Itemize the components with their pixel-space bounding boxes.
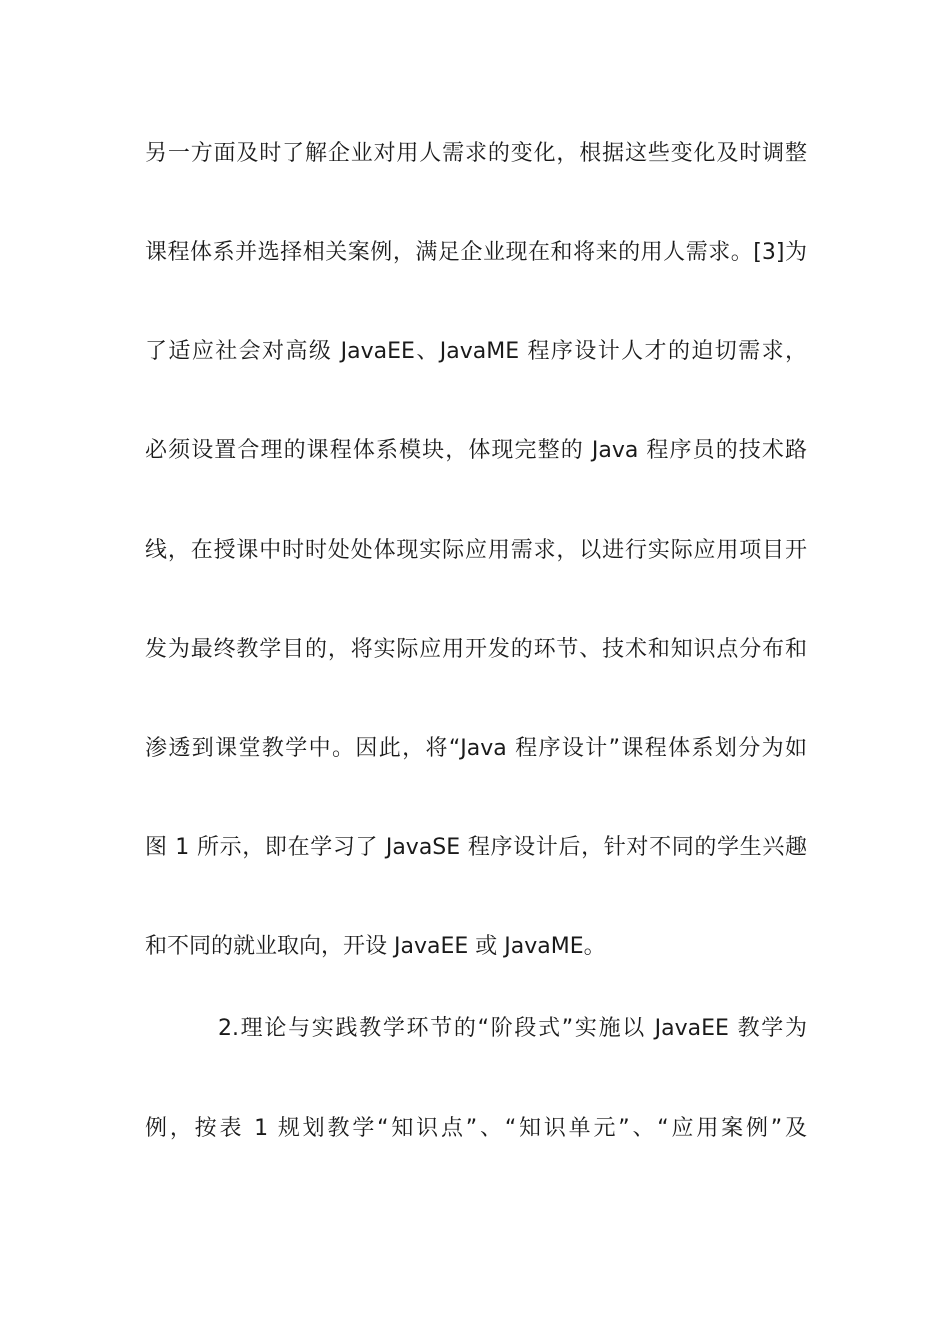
paragraph-line-3: 了适应社会对高级 JavaEE、JavaME 程序设计人才的迫切需求， — [145, 339, 807, 364]
paragraph-line-4: 必须设置合理的课程体系模块，体现完整的 Java 程序员的技术路 — [145, 438, 807, 463]
paragraph-line-11: 例，按表 1 规划教学“知识点”、“知识单元”、“应用案例”及 — [145, 1116, 807, 1141]
paragraph-line-7: 渗透到课堂教学中。因此，将“Java 程序设计”课程体系划分为如 — [145, 736, 807, 761]
paragraph-line-6: 发为最终教学目的，将实际应用开发的环节、技术和知识点分布和 — [145, 637, 807, 662]
paragraph-line-8: 图 1 所示，即在学习了 JavaSE 程序设计后，针对不同的学生兴趣 — [145, 835, 807, 860]
paragraph-line-2: 课程体系并选择相关案例，满足企业现在和将来的用人需求。[3]为 — [145, 240, 807, 265]
paragraph-line-5: 线，在授课中时时处处体现实际应用需求，以进行实际应用项目开 — [145, 538, 807, 563]
paragraph-line-1: 另一方面及时了解企业对用人需求的变化，根据这些变化及时调整 — [145, 141, 807, 166]
paragraph-line-9: 和不同的就业取向，开设 JavaEE 或 JavaME。 — [145, 934, 606, 959]
section-heading-line: 2.理论与实践教学环节的“阶段式”实施以 JavaEE 教学为 — [218, 1016, 807, 1041]
